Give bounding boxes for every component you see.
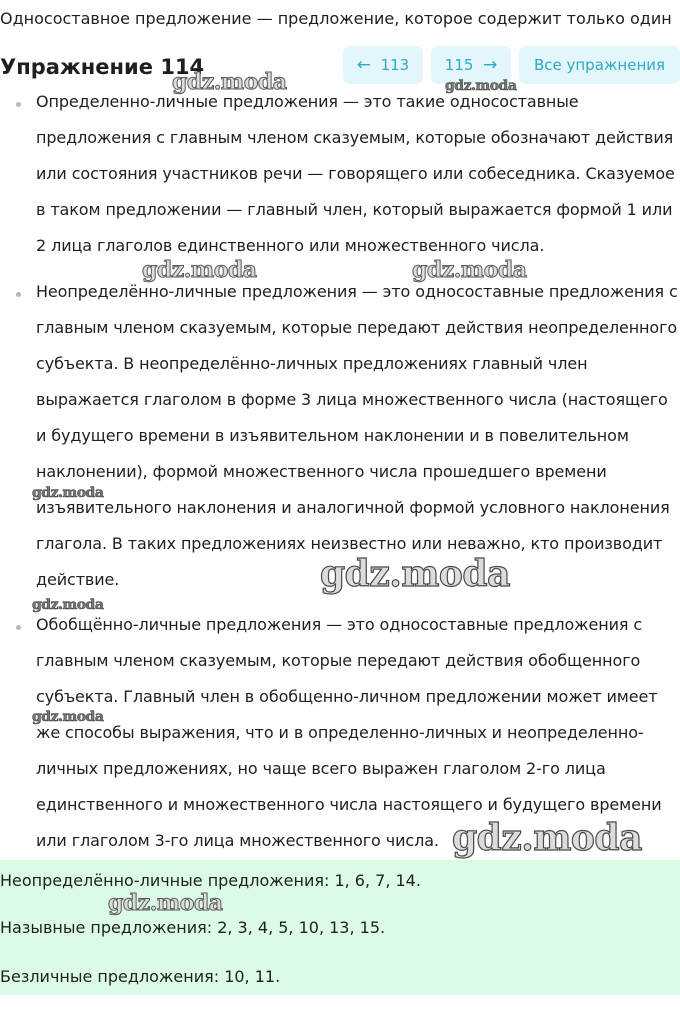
bullet-icon — [16, 292, 21, 297]
all-exercises-button[interactable]: Все упражнения — [519, 46, 680, 84]
watermark-logo: gdz.moda — [108, 890, 223, 916]
exercise-header — [0, 46, 680, 86]
list-item-text: Неопределённо-личные предложения — это односоставные предложения с главным членом сказуемым, которые передают действия неопределенного субъекта. В неопределённо-личных предложениях главный член выражается глаголом в форме 3 лица множественного числа (настоящего и будущего времени в изъявительном наклонении и в повелительном наклонении), формой множественного числа прошедшего времени изъявительного наклонения и аналогичной формой условного наклонения глагола. В таких предложениях неизвестно или неважно, кто производит действие. — [36, 282, 678, 589]
list-item-text: Обобщённо-личные предложения — это односоставные предложения с главным членом сказуемым, которые передают действия обобщенного субъекта. Главный член в обобщенно-личном предложении может имеет же способы выражения, что и в определенно-личных и неопределенно-личных предложениях, но чаще всего выражен глаголом 2-го лица единственного и множественного числа настоящего и будущего времени или глаголом 3-го лица множественного числа. — [36, 615, 662, 850]
intro-line: Односоставное предложение — предложение, которое содержит только один — [0, 9, 672, 28]
prev-exercise-button[interactable] — [343, 46, 423, 84]
arrow-left-icon: ← — [356, 55, 372, 75]
next-exercise-button[interactable] — [431, 46, 511, 84]
watermark-logo: gdz.moda — [452, 817, 642, 859]
exercise-title: Упражнение 114 — [0, 55, 205, 79]
watermark-logo: gdz.moda — [320, 553, 510, 595]
bullet-icon — [16, 625, 21, 630]
watermark-logo: gdz.moda — [32, 485, 104, 501]
watermark-logo: gdz.moda — [445, 78, 517, 94]
next-exercise-label: 115 — [444, 56, 474, 74]
watermark-logo: gdz.moda — [32, 709, 104, 725]
arrow-right-icon: → — [482, 55, 498, 75]
bullet-icon — [16, 102, 21, 107]
answer-line: Назывные предложения: 2, 3, 4, 5, 10, 13, 15. — [0, 918, 386, 937]
watermark-logo: gdz.moda — [172, 69, 287, 95]
watermark-logo: gdz.moda — [412, 257, 527, 283]
answer-line: Неопределённо-личные предложения: 1, 6, 7, 14. — [0, 871, 421, 890]
watermark-logo: gdz.moda — [32, 597, 104, 613]
prev-exercise-label: 113 — [380, 56, 410, 74]
answer-block — [0, 860, 680, 995]
watermark-logo: gdz.moda — [142, 257, 257, 283]
list-item-text: Определенно-личные предложения — это такие односоставные предложения с главным членом сказуемым, которые обозначают действия или состояния участников речи — говорящего или собеседника. Сказуемое в таком предложении — главный член, который выражается формой 1 или 2 лица глаголов единственного или множественного числа. — [36, 92, 675, 255]
answer-line: Безличные предложения: 10, 11. — [0, 967, 281, 986]
